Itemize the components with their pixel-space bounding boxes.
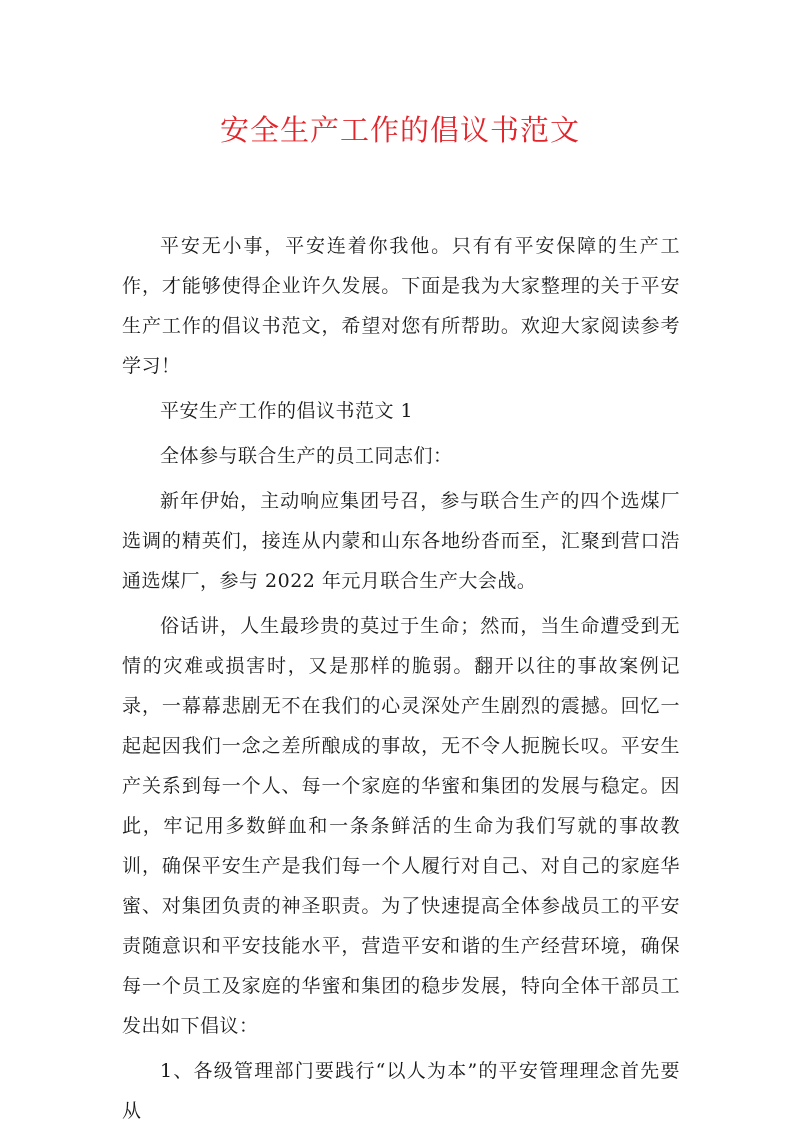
document-title: 安全生产工作的倡议书范文 — [219, 113, 580, 147]
body-paragraph: 新年伊始，主动响应集团号召，参与联合生产的四个选煤厂选调的精英们，接连从内蒙和山东各地纷沓而至，汇聚到营口浩通选煤厂，参与 2022 年元月联合生产大会战。 — [122, 490, 680, 592]
document-body — [122, 226, 680, 1131]
proposal-item: 1、各级管理部门要践行“以人为本”的平安管理理念首先要从 — [122, 1060, 680, 1122]
intro-paragraph: 平安无小事，平安连着你我他。只有有平安保障的生产工作，才能够使得企业许久发展。下面是我为大家整理的关于平安生产工作的倡议书范文，希望对您有所帮助。欢迎大家阅读参考学习！ — [122, 235, 680, 377]
salutation: 全体参与联合生产的员工同志们： — [160, 445, 453, 467]
body-paragraph: 俗话讲，人生最珍贵的莫过于生命；然而，当生命遭受到无情的灾难或损害时，又是那样的脆弱。翻开以往的事故案例记录，一幕幕悲剧无不在我们的心灵深处产生剧烈的震撼。回忆一起起因我们一念之差所酿成的事故，无不令人扼腕长叹。平安生产关系到每一个人、每一个家庭的华蜜和集团的发展与稳定。因此，牢记用多数鲜血和一条条鲜活的生命为我们写就的事故教训，确保平安生产是我们每一个人履行对自己、对自己的家庭华蜜、对集团负责的神圣职责。为了快速提高全体参战员工的平安责随意识和平安技能水平，营造平安和谐的生产经营环境，确保每一个员工及家庭的华蜜和集团的稳步发展，特向全体干部员工发出如下倡议： — [122, 615, 680, 1037]
section-heading: 平安生产工作的倡议书范文 1 — [160, 400, 414, 422]
